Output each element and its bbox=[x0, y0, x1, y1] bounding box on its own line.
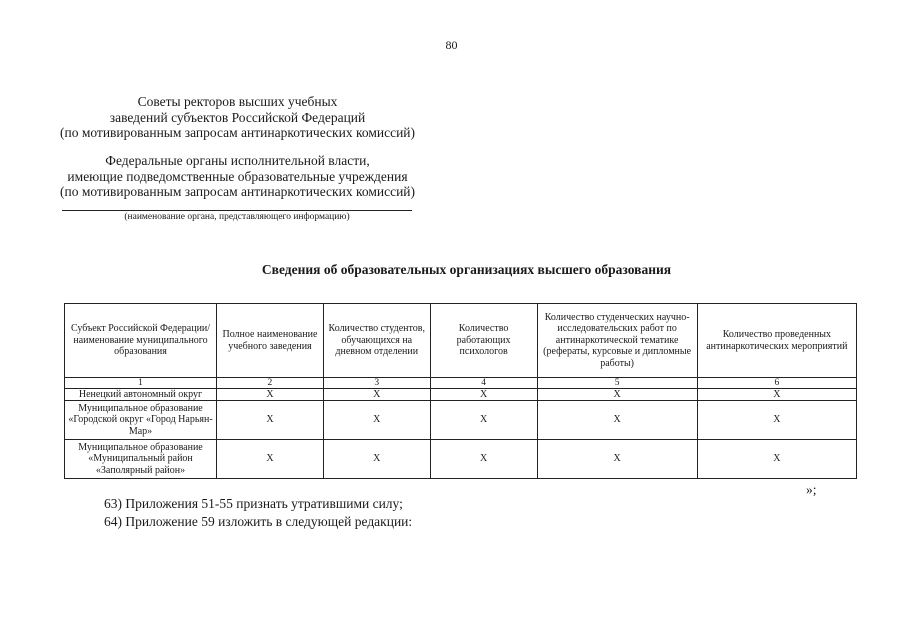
addressee-line: Советы ректоров высших учебных bbox=[137, 94, 338, 109]
column-number: 2 bbox=[217, 378, 324, 389]
table-cell: Х bbox=[537, 401, 697, 440]
column-number: 3 bbox=[323, 378, 430, 389]
addressee-line: Федеральные органы исполнительной власти, bbox=[105, 153, 370, 168]
table-cell: Х bbox=[323, 440, 430, 479]
header-institution-name: Полное наименование учебного заведения bbox=[217, 304, 324, 378]
table-cell: Х bbox=[537, 440, 697, 479]
table-row bbox=[65, 401, 857, 440]
education-organizations-table bbox=[64, 303, 857, 479]
closing-quote: »; bbox=[806, 482, 817, 497]
addressee-line: (по мотивированным запросам антинаркотических комиссий) bbox=[59, 125, 416, 140]
signature-caption: (наименование органа, представляющего информацию) bbox=[124, 212, 350, 222]
table-cell: Х bbox=[537, 389, 697, 401]
addressee-block-federal-bodies bbox=[40, 153, 435, 200]
addressee-line: (по мотивированным запросам антинаркотических комиссий) bbox=[59, 184, 416, 199]
header-psychologists-count: Количество работающих психологов bbox=[430, 304, 537, 378]
table-cell: Х bbox=[697, 440, 856, 479]
table-cell: Муниципальное образование «Муниципальный район «Заполярный район» bbox=[65, 440, 217, 479]
header-research-works-count: Количество студенческих научно-исследовательских работ по антинаркотической тематике (рефераты, курсовые и дипломные работы) bbox=[537, 304, 697, 378]
column-number: 6 bbox=[697, 378, 856, 389]
body-paragraph: 64) Приложение 59 изложить в следующей редакции: bbox=[104, 514, 413, 529]
header-events-count: Количество проведенных антинаркотических мероприятий bbox=[697, 304, 856, 378]
table-row bbox=[65, 389, 857, 401]
body-paragraph: 63) Приложения 51-55 признать утратившими силу; bbox=[104, 496, 403, 511]
table-cell: Х bbox=[697, 401, 856, 440]
column-number: 5 bbox=[537, 378, 697, 389]
table-header-row bbox=[65, 304, 857, 378]
table-cell: Х bbox=[430, 389, 537, 401]
addressee-block-rectors bbox=[40, 94, 435, 141]
table-cell: Х bbox=[217, 389, 324, 401]
table-cell: Х bbox=[697, 389, 856, 401]
signature-line bbox=[62, 210, 412, 211]
table-title: Сведения об образовательных организациях высшего образования bbox=[261, 262, 672, 277]
table-cell: Муниципальное образование «Городской округ «Город Нарьян-Мар» bbox=[65, 401, 217, 440]
table-cell: Ненецкий автономный округ bbox=[65, 389, 217, 401]
table-cell: Х bbox=[217, 401, 324, 440]
table-cell: Х bbox=[430, 401, 537, 440]
column-number: 1 bbox=[65, 378, 217, 389]
table-cell: Х bbox=[430, 440, 537, 479]
header-students-count: Количество студентов, обучающихся на дневном отделении bbox=[323, 304, 430, 378]
table-cell: Х bbox=[323, 389, 430, 401]
addressee-line: имеющие подведомственные образовательные учреждения bbox=[67, 168, 408, 184]
header-subject: Субъект Российской Федерации/ наименование муниципального образования bbox=[65, 304, 217, 378]
table-cell: Х bbox=[217, 440, 324, 479]
column-number-row bbox=[65, 378, 857, 389]
column-number: 4 bbox=[430, 378, 537, 389]
table-row bbox=[65, 440, 857, 479]
page-number: 80 bbox=[445, 38, 458, 52]
table-cell: Х bbox=[323, 401, 430, 440]
addressee-line: заведений субъектов Российской Федераций bbox=[109, 109, 366, 125]
